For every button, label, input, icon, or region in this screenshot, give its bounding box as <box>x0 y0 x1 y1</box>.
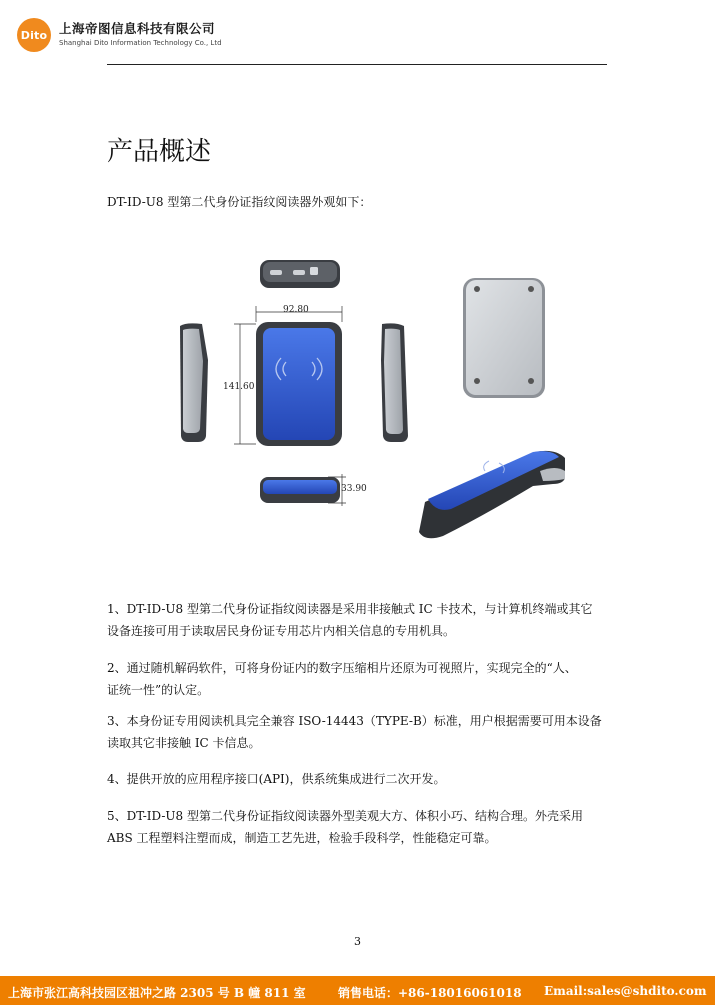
company-name-en: Shanghai Dito Information Technology Co., Ltd <box>59 39 222 47</box>
company-name-cn: 上海帝图信息科技有限公司 <box>59 21 216 36</box>
back-view <box>463 278 545 398</box>
paragraph-3 <box>107 710 612 754</box>
product-figure <box>170 250 580 540</box>
paragraph-4-line-1: 4、提供开放的应用程序接口(API)，供系统集成进行二次开发。 <box>107 772 446 786</box>
page-number: 3 <box>354 935 361 948</box>
header-divider <box>107 64 607 65</box>
paragraph-5 <box>107 805 612 849</box>
company-name <box>59 19 222 47</box>
left-side-view <box>180 323 208 442</box>
product-views-illustration <box>170 250 580 540</box>
bottom-view <box>260 477 340 503</box>
intro-text: DT-ID-U8 型第二代身份证指纹阅读器外观如下： <box>107 195 372 209</box>
footer-bar <box>0 976 715 1005</box>
perspective-view <box>419 451 565 538</box>
paragraph-4 <box>107 768 612 790</box>
paragraph-3-line-1: 3、本身份证专用阅读机具完全兼容 ISO-14443（TYPE-B）标准，用户根据需要可用本设备 <box>107 714 602 728</box>
footer-phone: 销售电话：+86-18016061018 <box>338 986 522 1000</box>
front-view <box>256 322 342 446</box>
footer-address: 上海市张江高科技园区祖冲之路 2305 号 B 幢 811 室 <box>8 986 306 1000</box>
height-dimension-label: 141.60 <box>223 382 255 392</box>
paragraph-5-line-2: ABS 工程塑料注塑而成，制造工艺先进，检验手段科学，性能稳定可靠。 <box>107 831 497 845</box>
company-logo: Dito <box>17 18 51 52</box>
right-side-view <box>381 323 408 442</box>
paragraph-5-line-1: 5、DT-ID-U8 型第二代身份证指纹阅读器外型美观大方、体积小巧、结构合理。外壳采用 <box>107 809 583 823</box>
width-dimension-label: 92.80 <box>283 305 309 315</box>
paragraph-2-line-2: 证统一性”的认定。 <box>107 683 210 697</box>
top-view <box>260 260 340 288</box>
depth-dimension-label: 33.90 <box>341 484 367 494</box>
page-title: 产品概述 <box>107 137 212 167</box>
paragraph-1-line-1: 1、DT-ID-U8 型第二代身份证指纹阅读器是采用非接触式 IC 卡技术，与计算机终端或其它 <box>107 602 593 616</box>
paragraph-1 <box>107 598 612 642</box>
footer-email[interactable]: Email:sales@shdito.com <box>544 984 707 998</box>
paragraph-1-line-2: 设备连接可用于读取居民身份证专用芯片内相关信息的专用机具。 <box>107 624 456 638</box>
paragraph-3-line-2: 读取其它非接触 IC 卡信息。 <box>107 736 261 750</box>
paragraph-2 <box>107 657 612 701</box>
paragraph-2-line-1: 2、通过随机解码软件，可将身份证内的数字压缩相片还原为可视照片，实现完全的“人、 <box>107 661 577 675</box>
